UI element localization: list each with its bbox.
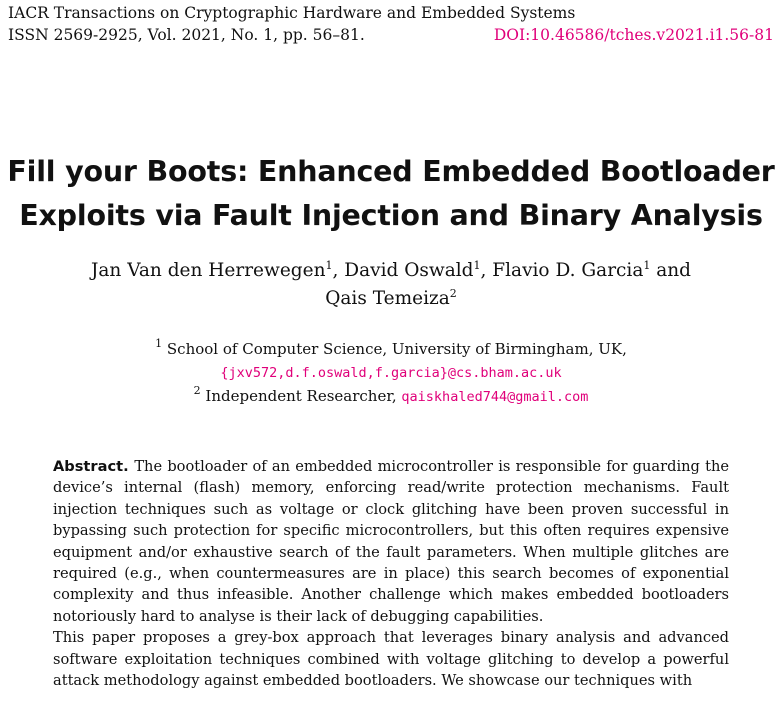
- abstract-line: glitches are required (e.g., when countermeasures are in place) this search becomes of: [53, 543, 729, 583]
- abstract-line: Fault injection techniques such as voltage or clock glitching have been proven successful: [53, 479, 729, 518]
- abstract-line: in bypassing such protection for specific microcontrollers, but this often requires: [53, 500, 729, 540]
- authors-line-2: [0, 285, 782, 313]
- affiliation-1: [0, 338, 782, 361]
- author-affil-mark: 1: [473, 259, 481, 272]
- affil-mark: 2: [193, 384, 201, 397]
- abstract-line: attack methodology against embedded bootloaders. We showcase our techniques with: [53, 672, 693, 690]
- title-line-2: Exploits via Fault Injection and Binary Analysis: [19, 199, 763, 232]
- abstract-line: exponential complexity and thus infeasible. Another challenge which makes embedded: [53, 565, 729, 604]
- issn-info: ISSN 2569-2925, Vol. 2021, No. 1, pp. 56–81.: [8, 26, 365, 44]
- issn-doi-line: [8, 24, 774, 46]
- affil-email[interactable]: {jxv572,d.f.oswald,f.garcia}@cs.bham.ac.uk: [220, 365, 562, 381]
- affil-email[interactable]: qaiskhaled744@gmail.com: [401, 389, 589, 405]
- author-name: Qais Temeiza: [325, 288, 450, 309]
- paper-title: [0, 150, 782, 238]
- abstract-paragraph-1: [53, 456, 729, 627]
- abstract-line: the device’s internal (flash) memory, enforcing read/write protection mechanisms.: [53, 458, 730, 497]
- abstract-line: software exploitation techniques combined with voltage glitching to develop a powerful: [53, 650, 729, 668]
- author-name: Jan Van den Herrewegen: [90, 260, 326, 281]
- author-name: Flavio D. Garcia: [492, 260, 644, 281]
- affiliation-2: [0, 385, 782, 409]
- affil-text: School of Computer Science, University of Birmingham, UK,: [166, 340, 627, 358]
- author-affil-mark: 1: [643, 259, 651, 272]
- affiliations: [0, 338, 782, 409]
- affiliation-1-email-line: [0, 361, 782, 385]
- author-affil-mark: 2: [449, 287, 457, 300]
- author-list: [0, 257, 782, 313]
- title-line-1: Fill your Boots: Enhanced Embedded Bootloader: [7, 155, 775, 188]
- abstract-line: expensive equipment and/or exhaustive search of the fault parameters. When multiple: [53, 522, 729, 561]
- running-header: [8, 2, 774, 46]
- authors-connector: and: [656, 260, 692, 281]
- journal-line: [8, 2, 774, 24]
- abstract-line: bootloaders notoriously hard to analyse is their lack of debugging capabilities.: [53, 586, 729, 625]
- author-affil-mark: 1: [325, 259, 333, 272]
- journal-name: IACR Transactions on Cryptographic Hardware and Embedded Systems: [8, 4, 576, 22]
- affil-text: Independent Researcher,: [205, 387, 397, 405]
- abstract-line: This paper proposes a grey-box approach that leverages binary analysis and advanced: [53, 629, 729, 647]
- affil-mark: 1: [155, 337, 163, 350]
- authors-line-1: Jan Van den Herrewegen$^1$, David Oswald$^1$, Flavio D. Garcia$^1$ and: [90, 259, 692, 281]
- abstract: [53, 456, 729, 691]
- abstract-paragraph-2: [53, 627, 729, 691]
- abstract-label: Abstract.: [53, 458, 135, 475]
- abstract-line: The bootloader of an embedded microcontroller is responsible for guarding: [134, 458, 706, 475]
- author-name: David Oswald: [344, 260, 474, 281]
- doi-link[interactable]: DOI:10.46586/tches.v2021.i1.56-81: [493, 26, 774, 44]
